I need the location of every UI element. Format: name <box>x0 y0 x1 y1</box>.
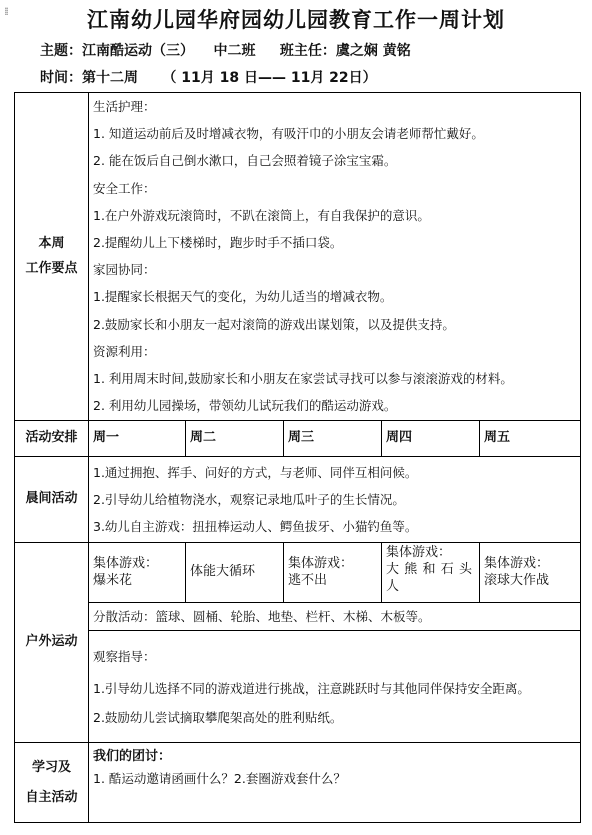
weekly-focus-row <box>15 93 581 421</box>
day-friday: 周五 <box>480 421 581 457</box>
weekly-focus-label: 本周 工作要点 <box>15 93 89 421</box>
focus-line: 1.提醒家长根据天气的变化，为幼儿适当的增减衣物。 <box>93 289 393 305</box>
home-school-heading: 家园协同： <box>93 262 156 278</box>
study-label: 学习及 自主活动 <box>15 743 89 823</box>
day-thursday: 周四 <box>382 421 480 457</box>
focus-line: 2. 能在饭后自己倒水漱口，自己会照着镜子涂宝宝霜。 <box>93 153 397 169</box>
day-wednesday: 周三 <box>284 421 382 457</box>
weekly-focus-content <box>89 93 581 421</box>
focus-line: 1.在户外游戏玩滚筒时，不趴在滚筒上，有自我保护的意识。 <box>93 207 430 223</box>
group-game-tuesday: 体能大循环 <box>186 543 284 603</box>
morning-content <box>89 457 581 543</box>
weekly-plan-table <box>14 92 581 823</box>
group-game-thursday: 集体游戏： 大熊和石头人 <box>382 543 480 603</box>
life-care-heading: 生活护理： <box>93 99 156 114</box>
discussion-heading: 我们的团讨： <box>93 749 172 764</box>
group-game-monday: 集体游戏： 爆米花 <box>89 543 186 603</box>
morning-row <box>15 457 581 543</box>
scattered-activities: 分散活动：篮球、圆桶、轮胎、地垫、栏杆、木梯、木板等。 <box>89 603 581 631</box>
study-row <box>15 743 581 823</box>
day-tuesday: 周二 <box>186 421 284 457</box>
focus-line: 1. 利用周末时间,鼓励家长和小朋友在家尝试寻找可以参与滚滚游戏的材料。 <box>93 370 513 386</box>
observation-guidance <box>89 631 581 743</box>
schedule-row <box>15 421 581 457</box>
schedule-label: 活动安排 <box>15 421 89 457</box>
page-title: 江南幼儿园华府园幼儿园教育工作一周计划 <box>87 7 505 32</box>
resources-heading: 资源利用： <box>93 343 156 359</box>
outdoor-label: 户外运动 <box>15 543 89 743</box>
focus-line: 2. 利用幼儿园操场，带领幼儿试玩我们的酷运动游戏。 <box>93 398 397 414</box>
morning-line: 2.引导幼儿给植物浇水，观察记录地瓜叶子的生长情况。 <box>93 491 405 507</box>
observe-line: 1.引导幼儿选择不同的游戏道进行挑战，注意跳跃时与其他同伴保持安全距离。 <box>93 680 530 696</box>
week-dates: 时间：第十二周 （ 11月 18 日—— 11月 22日） <box>40 70 377 86</box>
group-game-friday: 集体游戏： 滚球大作战 <box>480 543 581 603</box>
group-game-wednesday: 集体游戏： 逃不出 <box>284 543 382 603</box>
day-monday: 周一 <box>89 421 186 457</box>
morning-label: 晨间活动 <box>15 457 89 543</box>
study-content <box>89 743 581 823</box>
discussion-line: 1. 酷运动邀请函画什么？2.套圈游戏套什么？ <box>93 771 346 786</box>
drag-handle-icon[interactable]: ⁞⁞ <box>4 5 7 18</box>
observe-heading: 观察指导： <box>93 648 156 664</box>
focus-line: 2.鼓励家长和小朋友一起对滚筒的游戏出谋划策，以及提供支持。 <box>93 316 455 332</box>
theme-class-teacher: 主题：江南酷运动（三） 中二班 班主任：虞之娴 黄铭 <box>40 43 411 59</box>
outdoor-group-row <box>15 543 581 603</box>
morning-line: 3.幼儿自主游戏：扭扭棒运动人、鳄鱼拔牙、小猫钓鱼等。 <box>93 519 418 535</box>
focus-line: 2.提醒幼儿上下楼梯时，跑步时手不插口袋。 <box>93 234 343 250</box>
morning-line: 1.通过拥抱、挥手、问好的方式，与老师、同伴互相问候。 <box>93 464 418 480</box>
focus-line: 1. 知道运动前后及时增减衣物，有吸汗巾的小朋友会请老师帮忙戴好。 <box>93 126 484 142</box>
outdoor-observe-row <box>15 631 581 743</box>
observe-line: 2.鼓励幼儿尝试摘取攀爬架高处的胜利贴纸。 <box>93 709 343 725</box>
safety-heading: 安全工作： <box>93 180 156 196</box>
outdoor-scattered-row <box>15 603 581 631</box>
